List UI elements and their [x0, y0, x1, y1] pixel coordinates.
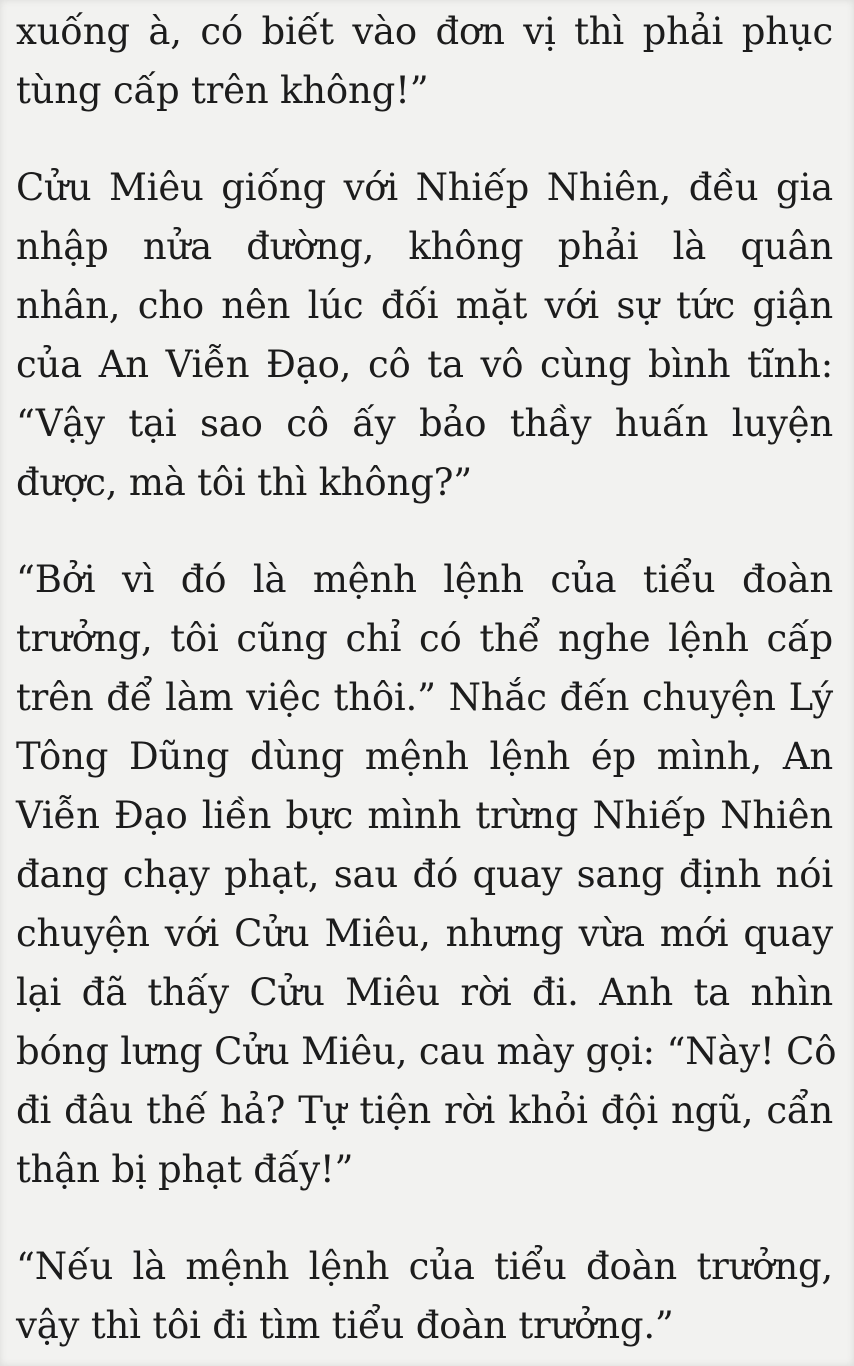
text-line: của An Viễn Đạo, cô ta vô cùng bình tĩnh: [16, 343, 833, 386]
paragraph [16, 550, 837, 1199]
text-line: trên để làm việc thôi.” Nhắc đến chuyện Lý [16, 676, 833, 719]
text-line: “Nếu là mệnh lệnh của tiểu đoàn trưởng, [16, 1245, 833, 1288]
paragraph [16, 2, 833, 120]
text-line: Viễn Đạo liền bực mình trừng Nhiếp Nhiên [16, 794, 833, 837]
text-line: xuống à, có biết vào đơn vị thì phải phục [16, 10, 833, 53]
paragraph [16, 158, 833, 512]
text-line: Tông Dũng dùng mệnh lệnh ép mình, An [16, 735, 833, 778]
text-line: trưởng, tôi cũng chỉ có thể nghe lệnh cấp [16, 617, 833, 660]
text-line: đi đâu thế hả? Tự tiện rời khỏi đội ngũ, cẩn [16, 1089, 833, 1132]
text-line: chuyện với Cửu Miêu, nhưng vừa mới quay [16, 912, 833, 955]
text-line: được, mà tôi thì không?” [16, 461, 472, 504]
text-line: “Vậy tại sao cô ấy bảo thầy huấn luyện [16, 402, 833, 445]
text-line: lại đã thấy Cửu Miêu rời đi. Anh ta nhìn [16, 971, 833, 1014]
text-line: “Bởi vì đó là mệnh lệnh của tiểu đoàn [16, 558, 833, 601]
text-line: nhân, cho nên lúc đối mặt với sự tức giận [16, 284, 833, 327]
text-line: vậy thì tôi đi tìm tiểu đoàn trưởng.” [16, 1304, 674, 1347]
text-line: đang chạy phạt, sau đó quay sang định nói [16, 853, 833, 896]
paragraph [16, 1237, 833, 1355]
text-line: thận bị phạt đấy!” [16, 1148, 354, 1191]
text-line: nhập nửa đường, không phải là quân [16, 225, 833, 268]
text-line: bóng lưng Cửu Miêu, cau mày gọi: “Này! Cô [16, 1030, 837, 1073]
text-line: tùng cấp trên không!” [16, 69, 429, 112]
text-line: Cửu Miêu giống với Nhiếp Nhiên, đều gia [16, 166, 833, 209]
